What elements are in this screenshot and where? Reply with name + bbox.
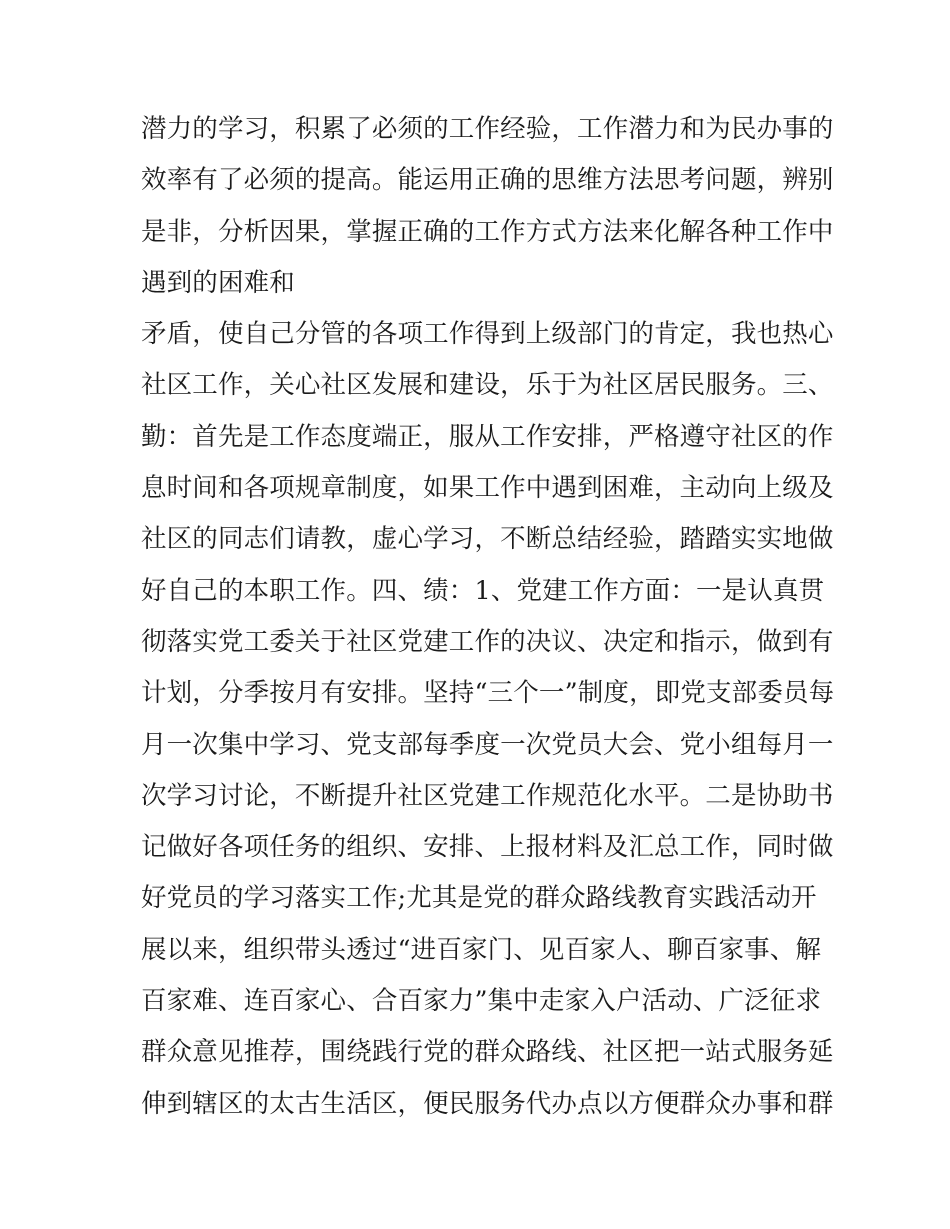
text-line-1: 潜力的学习，积累了必须的工作经验，工作潜力和为民办事的 (141, 114, 834, 144)
text-line-18: 百家难、连百家心、合百家力”集中走家入户活动、广泛征求 (141, 986, 822, 1017)
text-line-14: 次学习讨论，不断提升社区党建工作规范化水平。二是协助书 (141, 780, 834, 811)
text-line-5: 矛盾，使自己分管的各项工作得到上级部门的肯定，我也热心 (141, 319, 834, 350)
body-text (141, 104, 835, 1130)
text-line-8: 息时间和各项规章制度，如果工作中遇到困难，主动向上级及 (141, 473, 834, 504)
text-line-11: 彻落实党工委关于社区党建工作的决议、决定和指示，做到有 (141, 626, 834, 657)
text-line-17: 展以来，组织带头透过“进百家门、见百家人、聊百家事、解 (141, 934, 822, 965)
text-line-12: 计划，分季按月有安排。坚持“三个一”制度，即党支部委员每 (141, 678, 835, 709)
text-line-9: 社区的同志们请教，虚心学习，不断总结经验，踏踏实实地做 (141, 524, 834, 555)
text-line-3: 是非，分析因果，掌握正确的工作方式方法来化解各种工作中 (141, 216, 834, 247)
text-line-16: 好党员的学习落实工作;尤其是党的群众路线教育实践活动开 (141, 883, 817, 914)
text-line-10: 好自己的本职工作。四、绩：1、党建工作方面：一是认真贯 (141, 575, 825, 606)
text-line-20: 伸到辖区的太古生活区，便民服务代办点以方便群众办事和群 (141, 1088, 834, 1119)
text-line-4: 遇到的困难和 (141, 267, 295, 298)
text-line-15: 记做好各项任务的组织、安排、上报材料及汇总工作，同时做 (141, 832, 834, 863)
text-line-6: 社区工作，关心社区发展和建设，乐于为社区居民服务。三、 (141, 370, 834, 401)
text-line-2: 效率有了必须的提高。能运用正确的思维方法思考问题，辨别 (141, 165, 834, 196)
text-line-13: 月一次集中学习、党支部每季度一次党员大会、党小组每月一 (141, 729, 834, 760)
text-line-7: 勤：首先是工作态度端正，服从工作安排，严格遵守社区的作 (141, 421, 834, 452)
text-line-19: 群众意见推荐，围绕践行党的群众路线、社区把一站式服务延 (141, 1037, 834, 1068)
